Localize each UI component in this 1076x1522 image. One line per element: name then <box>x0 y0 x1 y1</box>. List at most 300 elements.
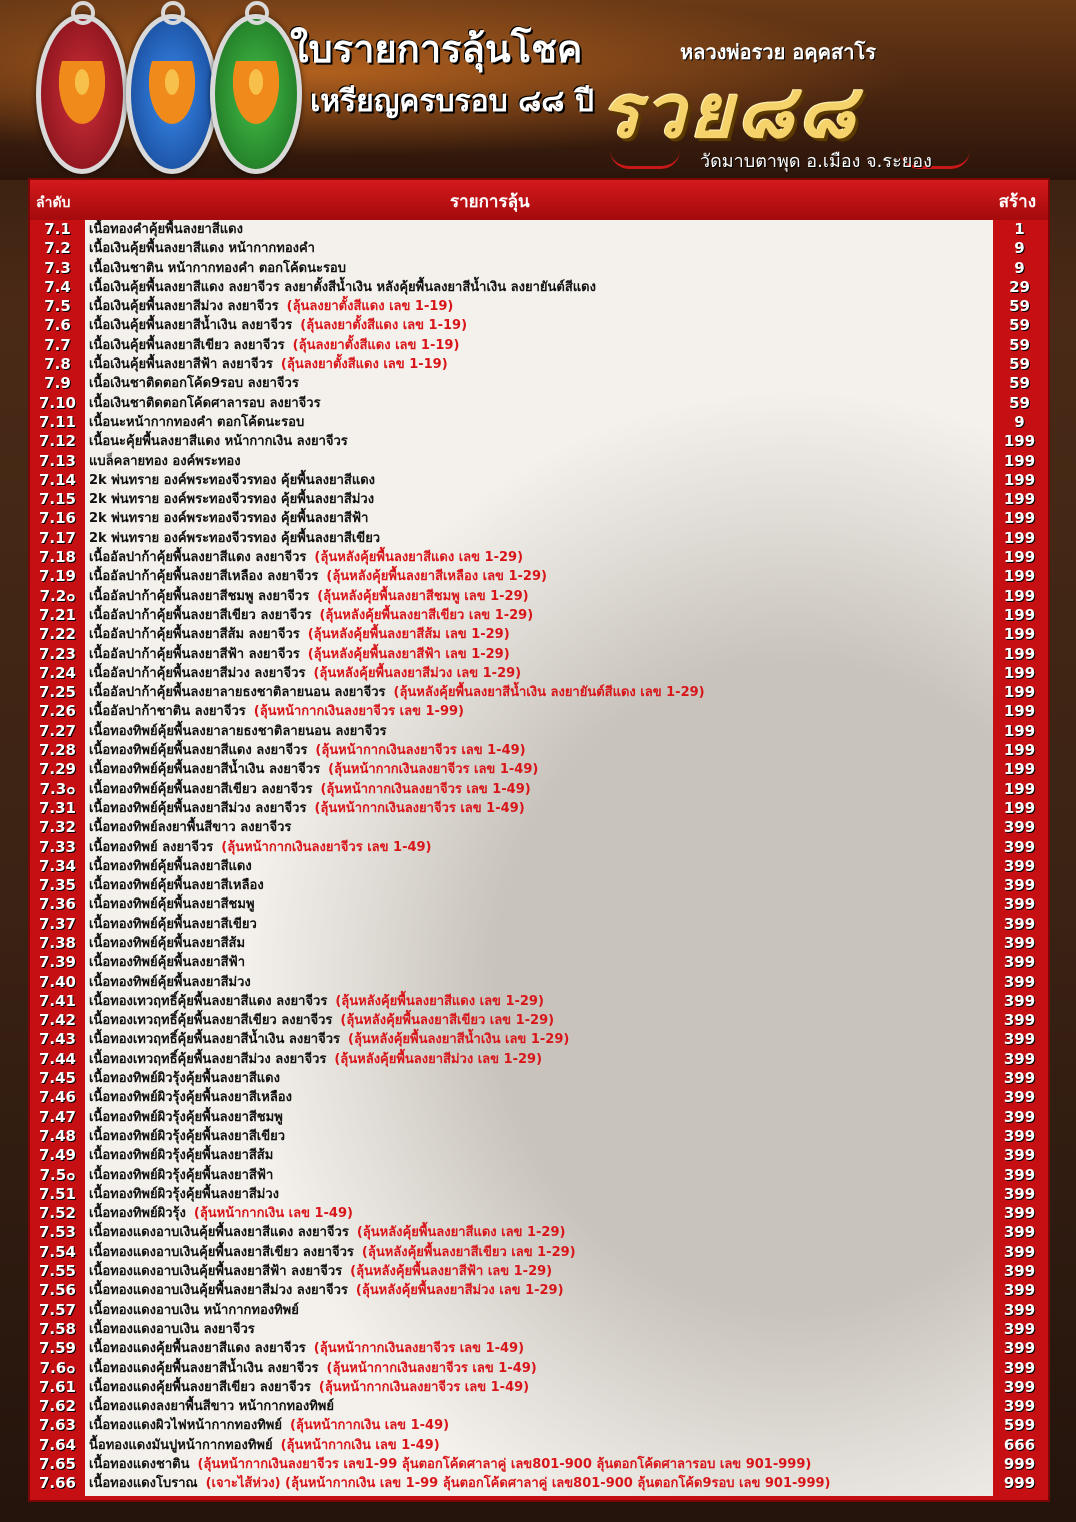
row-quantity: 199 <box>1003 470 1036 489</box>
item-description: เนื้อนะหน้ากากทองคำ ตอกโค้ดนะรอบ <box>89 414 305 430</box>
item-note: (ลุ้นหน้ากากเงิน เลข 1-49) <box>193 1206 353 1222</box>
row-quantity: 9 <box>1014 258 1025 277</box>
row-quantity: 59 <box>1009 355 1030 374</box>
item-note: (ลุ้นหลังคุ้ยพื้นลงยาสีฟ้า เลข 1-29) <box>350 1264 553 1280</box>
quantity-column <box>991 220 1048 1496</box>
item-note: (ลุ้นหลังคุ้ยพื้นลงยาสีแดง เลข 1-29) <box>314 550 524 566</box>
table-row <box>85 702 993 721</box>
row-quantity: 999 <box>1003 1474 1036 1493</box>
item-description: เนื้อทองทิพย์ผิวรุ้งคุ้ยพื้นลงยาสีม่วง <box>89 1186 280 1202</box>
row-number: 7.49 <box>38 1146 76 1165</box>
item-description: เนื้อทองทิพย์ผิวรุ้งคุ้ยพื้นลงยาสีส้ม <box>89 1148 274 1164</box>
row-number: 7.17 <box>38 528 76 547</box>
row-quantity: 399 <box>1003 1146 1036 1165</box>
item-description: เนื้อทองแดงโบราณ <box>89 1476 198 1492</box>
row-quantity: 399 <box>1003 876 1036 895</box>
row-quantity: 199 <box>1003 586 1036 605</box>
row-number: 7.44 <box>38 1049 76 1068</box>
row-number: 7.65 <box>38 1455 76 1473</box>
item-note: (ลุ้นหน้ากากเงินลงยาจีวร เลข 1-49) <box>313 1341 525 1357</box>
row-number: 7.24 <box>38 663 76 682</box>
item-description: เนื้อทองเทวฤทธิ์คุ้ยพื้นลงยาสีน้ำเงิน ลงยาจีวร <box>89 1032 341 1048</box>
table-row <box>85 490 993 509</box>
monk-name: หลวงพ่อรวย อคฺคสาโร <box>680 40 876 64</box>
item-note: (ลุ้นหลังคุ้ยพื้นลงยาสีฟ้า เลข 1-29) <box>307 646 510 662</box>
item-description: เนื้ออัลปาก้าคุ้ยพื้นลงยาสีม่วง ลงยาจีวร <box>89 665 306 681</box>
row-number: 7.33 <box>38 837 76 856</box>
item-note: (ลุ้นหลังคุ้ยพื้นลงยาสีม่วง เลข 1-29) <box>334 1051 543 1067</box>
item-note: (ลุ้นหลังคุ้ยพื้นลงยาสีเหลือง เลข 1-29) <box>326 569 547 585</box>
table-row <box>85 1474 993 1493</box>
row-number: 7.53 <box>38 1223 76 1242</box>
number-column <box>30 220 85 1496</box>
table-row <box>85 645 993 664</box>
item-description: เนื้อทองทิพย์ผิวรุ้งคุ้ยพื้นลงยาสีฟ้า <box>89 1167 274 1183</box>
table-row <box>85 394 993 413</box>
item-note: (ลุ้นลงยาตั้งสีแดง เลข 1-19) <box>280 357 448 373</box>
table-row <box>85 683 993 702</box>
row-number: 7.31 <box>38 798 76 817</box>
row-quantity: 399 <box>1003 1184 1036 1203</box>
table-row <box>85 1281 993 1300</box>
row-quantity: 59 <box>1009 297 1030 316</box>
item-description: เนื้อทองแดงอาบเงิน ลงยาจีวร <box>89 1321 255 1337</box>
row-number: 7.5 <box>44 297 71 316</box>
table-row <box>85 1185 993 1204</box>
row-number: 7.11 <box>38 412 76 431</box>
row-number: 7.55 <box>38 1262 76 1281</box>
item-description: เนื้อทองแดงคุ้ยพื้นลงยาสีแดง ลงยาจีวร <box>89 1341 306 1357</box>
item-note: (ลุ้นหน้ากากเงินลงยาจีวร เลข 1-49) <box>318 1379 530 1395</box>
row-quantity: 399 <box>1003 1242 1036 1261</box>
table-row <box>85 760 993 779</box>
item-note: (ลุ้นหลังคุ้ยพื้นลงยาสีม่วง เลข 1-29) <box>355 1283 564 1299</box>
row-quantity: 399 <box>1003 818 1036 837</box>
item-note: (ลุ้นหน้ากากเงินลงยาจีวร เลข 1-49) <box>320 781 531 797</box>
item-description: เนื้อทองทิพย์ผิวรุ้ง <box>89 1206 186 1222</box>
row-number: 7.54 <box>38 1242 76 1261</box>
row-number: 7.47 <box>38 1107 76 1126</box>
table-row <box>85 548 993 567</box>
item-description: เนื้อทองทิพย์ผิวรุ้งคุ้ยพื้นลงยาสีเหลือง <box>89 1090 292 1106</box>
row-quantity: 399 <box>1003 1011 1036 1030</box>
row-quantity: 199 <box>1003 451 1036 470</box>
row-number: 7.1 <box>44 220 71 238</box>
row-number: 7.63 <box>38 1416 76 1435</box>
item-note: (ลุ้นหน้ากากเงินลงยาจีวร เลข1-99 ลุ้นตอกโค้ดศาลาคู่ เลข801-900 ลุ้นตอกโค้ดศาลารอบ เลข 901-999) <box>197 1457 812 1472</box>
table-row <box>85 876 993 895</box>
row-quantity: 59 <box>1009 374 1030 393</box>
row-number: 7.48 <box>38 1126 76 1145</box>
table-row <box>85 587 993 606</box>
item-note: (ลุ้นหน้ากากเงินลงยาจีวร เลข 1-49) <box>315 743 526 759</box>
item-note: (ลุ้นหลังคุ้ยพื้นลงยาสีน้ำเงิน ลงยายันต์สีแดง เลข 1-29) <box>393 685 705 701</box>
item-note: (ลุ้นหน้ากากเงินลงยาจีวร เลข 1-49) <box>314 800 525 816</box>
table-row <box>85 529 993 548</box>
row-number: 7.19 <box>38 567 76 586</box>
row-number: 7.21 <box>38 605 76 624</box>
item-description: เนื้อทองทิพย์คุ้ยพื้นลงยาสีเขียว <box>89 916 257 932</box>
item-description: เนื้ออัลปาก้าคุ้ยพื้นลงยาสีชมพู ลงยาจีวร <box>89 588 310 604</box>
item-note: (เจาะไส้ห่วง) (ลุ้นหน้ากากเงิน เลข 1-99 ลุ้นตอกโค้ดศาลาคู่ เลข801-900 ลุ้นตอกโค้ด9รอบ เลข 901-999) <box>205 1476 831 1492</box>
item-description: เนื้อทองแดงอาบเงินคุ้ยพื้นลงยาสีเขียว ลงยาจีวร <box>89 1244 354 1260</box>
table-row <box>85 259 993 278</box>
table-row <box>85 1050 993 1069</box>
row-quantity: 399 <box>1003 1281 1036 1300</box>
item-description: เนื้อนะคุ้ยพื้นลงยาสีแดง หน้ากากเงิน ลงยาจีวร <box>89 434 348 450</box>
item-note: (ลุ้นหลังคุ้ยพื้นลงยาสีชมพู เลข 1-29) <box>317 588 529 604</box>
row-number: 7.13 <box>38 451 76 470</box>
row-quantity: 399 <box>1003 953 1036 972</box>
table-row <box>85 1204 993 1223</box>
row-number: 7.12 <box>38 432 76 451</box>
item-note: (ลุ้นหลังคุ้ยพื้นลงยาสีแดง เลข 1-29) <box>356 1225 566 1241</box>
item-note: (ลุ้นหลังคุ้ยพื้นลงยาสีเขียว เลข 1-29) <box>361 1244 576 1260</box>
item-description: เนื้อทองแดงคุ้ยพื้นลงยาสีน้ำเงิน ลงยาจีวร <box>89 1360 319 1376</box>
row-quantity: 399 <box>1003 837 1036 856</box>
table-row <box>85 915 993 934</box>
row-number: 7.40 <box>38 972 76 991</box>
item-note: (ลุ้นหน้ากากเงินลงยาจีวร เลข 1-49) <box>221 839 432 855</box>
row-quantity: 199 <box>1003 490 1036 509</box>
item-description: เนื้อทองทิพย์คุ้ยพื้นลงยาสีส้ม <box>89 935 246 951</box>
item-description: เนื้ออัลปาก้าคุ้ยพื้นลงยาสีเหลือง ลงยาจีวร <box>89 569 319 585</box>
header-banner <box>0 0 1076 180</box>
item-description: นื้อทองแดงมันปูหน้ากากทองทิพย์ <box>89 1437 273 1453</box>
row-number: 7.36 <box>38 895 76 914</box>
item-description: เนื้อทองแดงอาบเงินคุ้ยพื้นลงยาสีฟ้า ลงยาจีวร <box>89 1264 343 1280</box>
row-quantity: 59 <box>1009 316 1030 335</box>
table-row <box>85 471 993 490</box>
table-row <box>85 625 993 644</box>
item-description: เนื้อทองทิพย์ลงยาพื้นสีขาว ลงยาจีวร <box>89 820 292 836</box>
item-description: เนื้อทองแดงชาติน <box>89 1457 190 1472</box>
row-number: 7.43 <box>38 1030 76 1049</box>
row-quantity: 399 <box>1003 1165 1036 1184</box>
item-description: 2k พ่นทราย องค์พระทองจีวรทอง คุ้ยพื้นลงยาสีฟ้า <box>89 511 369 527</box>
item-note: (ลุ้นหลังคุ้ยพื้นลงยาสีแดง เลข 1-29) <box>335 993 544 1009</box>
item-description: เนื้อเงินคุ้ยพื้นลงยาสีเขียว ลงยาจีวร <box>89 337 285 353</box>
item-description: เนื้อเงินชาติดตอกโค้ดศาลารอบ ลงยาจีวร <box>89 395 321 411</box>
table-row <box>85 1436 993 1455</box>
item-note: (ลุ้นลงยาตั้งสีแดง เลข 1-19) <box>300 318 468 334</box>
item-description: เนื้อทองคำคุ้ยพื้นลงยาสีแดง <box>89 222 243 237</box>
row-number: 7.6 <box>44 316 71 335</box>
row-quantity: 199 <box>1003 663 1036 682</box>
table-row <box>85 818 993 837</box>
page-title: ใบรายการลุ้นโชค <box>290 27 583 71</box>
row-number: 7.32 <box>38 818 76 837</box>
row-number: 7.58 <box>38 1319 76 1338</box>
item-description: เนื้อเงินคุ้ยพื้นลงยาสีแดง หน้ากากทองคำ <box>89 241 315 257</box>
item-description: เนื้อทองแดงอาบเงินคุ้ยพื้นลงยาสีม่วง ลงยาจีวร <box>89 1283 348 1299</box>
item-description: 2k พ่นทราย องค์พระทองจีวรทอง คุ้ยพื้นลงยาสีม่วง <box>89 492 375 508</box>
item-note: (ลุ้นหน้ากากเงินลงยาจีวร เลข 1-49) <box>328 762 539 778</box>
row-quantity: 999 <box>1003 1455 1036 1473</box>
row-quantity: 199 <box>1003 432 1036 451</box>
row-quantity: 399 <box>1003 1069 1036 1088</box>
item-description: เนื้ออัลปาก้าคุ้ยพื้นลงยาสีส้ม ลงยาจีวร <box>89 627 300 643</box>
row-quantity: 199 <box>1003 760 1036 779</box>
item-note: (ลุ้นหน้ากากเงินลงยาจีวร เลข 1-99) <box>253 704 464 720</box>
row-quantity: 399 <box>1003 1223 1036 1242</box>
row-number: 7.59 <box>38 1339 76 1358</box>
flourish-left <box>610 150 680 169</box>
table-row <box>85 1301 993 1320</box>
row-number: 7.7 <box>44 335 71 354</box>
row-number: 7.14 <box>38 470 76 489</box>
column-header-item: รายการลุ้น <box>450 192 530 212</box>
table-row <box>85 1262 993 1281</box>
table-row <box>85 1378 993 1397</box>
table-row <box>85 780 993 799</box>
item-note: (ลุ้นหน้ากากเงิน เลข 1-49) <box>280 1437 440 1453</box>
row-number: 7.35 <box>38 876 76 895</box>
row-quantity: 29 <box>1009 277 1030 296</box>
item-description: เนื้อทองทิพย์คุ้ยพื้นลงยาสีแดง ลงยาจีวร <box>89 743 308 759</box>
item-description: เนื้อทองแดงอาบเงิน หน้ากากทองทิพย์ <box>89 1302 299 1318</box>
row-number: 7.2๐ <box>39 586 76 605</box>
row-quantity: 399 <box>1003 914 1036 933</box>
row-quantity: 399 <box>1003 1049 1036 1068</box>
item-description: เนื้อทองเทวฤทธิ์คุ้ยพื้นลงยาสีม่วง ลงยาจีวร <box>89 1051 327 1067</box>
row-number: 7.9 <box>44 374 71 393</box>
item-description: เนื้ออัลปาก้าคุ้ยพื้นลงยาลายธงชาติลายนอน ลงยาจีวร <box>89 685 386 701</box>
row-quantity: 9 <box>1014 239 1025 258</box>
row-number: 7.27 <box>38 721 76 740</box>
table-row <box>85 1320 993 1339</box>
table-row <box>85 1339 993 1358</box>
item-note: (ลุ้นหลังคุ้ยพื้นลงยาสีน้ำเงิน เลข 1-29) <box>348 1032 570 1048</box>
item-note: (ลุ้นหลังคุ้ยพื้นลงยาสีเขียว เลข 1-29) <box>340 1013 555 1029</box>
item-description: เนื้อทองทิพย์คุ้ยพื้นลงยาสีแดง <box>89 858 252 874</box>
item-description: เนื้อเงินคุ้ยพื้นลงยาสีแดง ลงยาจีวร ลงยาตั้งสีน้ำเงิน หลังคุ้ยพื้นลงยาสีน้ำเงิน ลงยายันต์สีแดง <box>89 279 596 295</box>
item-note: (ลุ้นหลังคุ้ยพื้นลงยาสีส้ม เลข 1-29) <box>307 627 510 643</box>
row-quantity: 399 <box>1003 1204 1036 1223</box>
row-quantity: 399 <box>1003 972 1036 991</box>
row-number: 7.8 <box>44 355 71 374</box>
table-row <box>85 741 993 760</box>
row-quantity: 399 <box>1003 1300 1036 1319</box>
table-row <box>85 973 993 992</box>
table-row <box>85 567 993 586</box>
table-row <box>85 316 993 335</box>
table-row <box>85 1030 993 1049</box>
row-quantity: 199 <box>1003 625 1036 644</box>
table-header <box>30 180 1048 220</box>
row-number: 7.3๐ <box>39 779 76 798</box>
table-row <box>85 1088 993 1107</box>
item-note: (ลุ้นลงยาตั้งสีแดง เลข 1-19) <box>292 337 460 353</box>
row-number: 7.46 <box>38 1088 76 1107</box>
row-quantity: 399 <box>1003 1358 1036 1377</box>
item-description: เนื้อเงินคุ้ยพื้นลงยาสีน้ำเงิน ลงยาจีวร <box>89 318 293 334</box>
row-quantity: 399 <box>1003 1262 1036 1281</box>
table-row <box>85 934 993 953</box>
temple-name: วัดมาบตาพุด อ.เมือง จ.ระยอง <box>700 151 932 172</box>
table-row <box>85 297 993 316</box>
row-number: 7.26 <box>38 702 76 721</box>
item-list <box>85 220 993 1496</box>
item-description: เนื้อทองทิพย์คุ้ยพื้นลงยาสีเขียว ลงยาจีวร <box>89 781 313 797</box>
item-description: เนื้อเงินคุ้ยพื้นลงยาสีม่วง ลงยาจีวร <box>89 299 279 315</box>
row-number: 7.61 <box>38 1377 76 1396</box>
item-table <box>28 178 1050 1502</box>
row-number: 7.56 <box>38 1281 76 1300</box>
table-row <box>85 606 993 625</box>
item-description: แบล็คลายทอง องค์พระทอง <box>89 453 241 469</box>
row-quantity: 59 <box>1009 335 1030 354</box>
row-quantity: 199 <box>1003 683 1036 702</box>
row-quantity: 399 <box>1003 1107 1036 1126</box>
row-number: 7.15 <box>38 490 76 509</box>
table-row <box>85 1146 993 1165</box>
row-quantity: 199 <box>1003 779 1036 798</box>
row-quantity: 199 <box>1003 509 1036 528</box>
item-description: เนื้อเงินคุ้ยพื้นลงยาสีฟ้า ลงยาจีวร <box>89 357 273 373</box>
row-number: 7.5๐ <box>39 1165 76 1184</box>
row-number: 7.23 <box>38 644 76 663</box>
table-row <box>85 799 993 818</box>
table-row <box>85 278 993 297</box>
row-number: 7.22 <box>38 625 76 644</box>
row-quantity: 199 <box>1003 721 1036 740</box>
row-number: 7.38 <box>38 933 76 952</box>
item-description: เนื้อทองทิพย์คุ้ยพื้นลงยาสีเหลือง <box>89 878 264 894</box>
row-number: 7.25 <box>38 683 76 702</box>
column-header-qty: สร้าง <box>998 192 1036 212</box>
brand-logo-text: รวย๘๘ <box>600 69 859 155</box>
row-quantity: 199 <box>1003 644 1036 663</box>
column-header-no: ลำดับ <box>36 195 71 211</box>
table-row <box>85 509 993 528</box>
table-row <box>85 239 993 258</box>
item-description: เนื้อทองทิพย์คุ้ยพื้นลงยาสีม่วง <box>89 974 251 990</box>
item-description: เนื้อทองทิพย์ ลงยาจีวร <box>89 839 214 855</box>
table-row <box>85 374 993 393</box>
item-note: (ลุ้นหน้ากากเงินลงยาจีวร เลข 1-49) <box>326 1360 537 1376</box>
item-description: 2k พ่นทราย องค์พระทองจีวรทอง คุ้ยพื้นลงยาสีเขียว <box>89 530 381 546</box>
table-row <box>85 1166 993 1185</box>
item-description: เนื้อเงินชาติน หน้ากากทองคำ ตอกโค้ดนะรอบ <box>89 260 346 276</box>
row-number: 7.34 <box>38 856 76 875</box>
table-row <box>85 1127 993 1146</box>
row-quantity: 9 <box>1014 412 1025 431</box>
page-subtitle: เหรียญครบรอบ ๘๘ ปี <box>310 84 594 119</box>
item-note: (ลุ้นหน้ากากเงิน เลข 1-49) <box>289 1418 450 1434</box>
table-row <box>85 452 993 471</box>
row-number: 7.37 <box>38 914 76 933</box>
table-row <box>85 953 993 972</box>
table-row <box>85 1397 993 1416</box>
row-quantity: 199 <box>1003 567 1036 586</box>
row-quantity: 399 <box>1003 1030 1036 1049</box>
row-number: 7.64 <box>38 1435 76 1454</box>
table-row <box>85 1455 993 1474</box>
row-number: 7.16 <box>38 509 76 528</box>
row-quantity: 666 <box>1003 1435 1036 1454</box>
item-description: เนื้อทองแดงลงยาพื้นสีขาว หน้ากากทองทิพย์ <box>89 1399 334 1415</box>
item-description: เนื้ออัลปาก้าคุ้ยพื้นลงยาสีเขียว ลงยาจีวร <box>89 607 312 623</box>
item-description: เนื้อทองแดงคุ้ยพื้นลงยาสีเขียว ลงยาจีวร <box>89 1379 311 1395</box>
row-quantity: 199 <box>1003 548 1036 567</box>
row-quantity: 399 <box>1003 1339 1036 1358</box>
table-row <box>85 857 993 876</box>
table-row <box>85 1011 993 1030</box>
row-quantity: 399 <box>1003 1377 1036 1396</box>
item-description: เนื้ออัลปาก้าชาติน ลงยาจีวร <box>89 704 246 720</box>
row-number: 7.42 <box>38 1011 76 1030</box>
row-quantity: 399 <box>1003 1088 1036 1107</box>
row-number: 7.66 <box>38 1474 76 1493</box>
medal-blue-image <box>126 14 218 174</box>
row-quantity: 199 <box>1003 702 1036 721</box>
row-quantity: 199 <box>1003 605 1036 624</box>
row-quantity: 399 <box>1003 1126 1036 1145</box>
row-number: 7.57 <box>38 1300 76 1319</box>
row-number: 7.2 <box>44 239 71 258</box>
item-description: เนื้อทองทิพย์คุ้ยพื้นลงยาสีม่วง ลงยาจีวร <box>89 800 307 816</box>
item-description: เนื้อทองทิพย์ผิวรุ้งคุ้ยพื้นลงยาสีชมพู <box>89 1109 283 1125</box>
table-row <box>85 1069 993 1088</box>
table-row <box>85 413 993 432</box>
row-quantity: 399 <box>1003 1397 1036 1416</box>
table-row <box>85 1416 993 1435</box>
row-number: 7.6๐ <box>39 1358 76 1377</box>
item-note: (ลุ้นลงยาตั้งสีแดง เลข 1-19) <box>286 299 454 315</box>
table-row <box>85 992 993 1011</box>
table-row <box>85 1243 993 1262</box>
item-description: เนื้อเงินชาติดตอกโค้ด9รอบ ลงยาจีวร <box>89 376 299 392</box>
table-row <box>85 336 993 355</box>
row-number: 7.45 <box>38 1069 76 1088</box>
item-description: เนื้อทองแดงอาบเงินคุ้ยพื้นลงยาสีแดง ลงยาจีวร <box>89 1225 349 1241</box>
item-description: เนื้อทองทิพย์คุ้ยพื้นลงยาลายธงชาติลายนอน ลงยาจีวร <box>89 723 387 739</box>
table-row <box>85 1359 993 1378</box>
item-description: เนื้อทองทิพย์ผิวรุ้งคุ้ยพื้นลงยาสีแดง <box>89 1071 280 1087</box>
row-quantity: 399 <box>1003 933 1036 952</box>
row-quantity: 199 <box>1003 741 1036 760</box>
medal-red-image <box>36 14 128 174</box>
row-number: 7.51 <box>38 1184 76 1203</box>
item-description: เนื้ออัลปาก้าคุ้ยพื้นลงยาสีแดง ลงยาจีวร <box>89 550 307 566</box>
row-number: 7.62 <box>38 1397 76 1416</box>
item-note: (ลุ้นหลังคุ้ยพื้นลงยาสีเขียว เลข 1-29) <box>319 607 534 623</box>
row-quantity: 399 <box>1003 991 1036 1010</box>
row-number: 7.39 <box>38 953 76 972</box>
item-description: เนื้อทองเทวฤทธิ์คุ้ยพื้นลงยาสีแดง ลงยาจีวร <box>89 993 328 1009</box>
table-row <box>85 838 993 857</box>
item-description: เนื้อทองเทวฤทธิ์คุ้ยพื้นลงยาสีเขียว ลงยาจีวร <box>89 1013 333 1029</box>
row-quantity: 1 <box>1014 220 1025 238</box>
item-description: 2k พ่นทราย องค์พระทองจีวรทอง คุ้ยพื้นลงยาสีแดง <box>89 472 376 488</box>
row-quantity: 599 <box>1003 1416 1036 1435</box>
row-quantity: 199 <box>1003 528 1036 547</box>
item-description: เนื้ออัลปาก้าคุ้ยพื้นลงยาสีฟ้า ลงยาจีวร <box>89 646 300 662</box>
row-number: 7.10 <box>38 393 76 412</box>
table-row <box>85 722 993 741</box>
table-row <box>85 1108 993 1127</box>
item-description: เนื้อทองทิพย์ผิวรุ้งคุ้ยพื้นลงยาสีเขียว <box>89 1128 286 1144</box>
row-quantity: 399 <box>1003 856 1036 875</box>
row-quantity: 199 <box>1003 798 1036 817</box>
row-quantity: 59 <box>1009 393 1030 412</box>
row-quantity: 399 <box>1003 895 1036 914</box>
row-number: 7.4 <box>44 277 71 296</box>
medal-green-image <box>210 14 302 174</box>
table-row <box>85 432 993 451</box>
item-description: เนื้อทองทิพย์คุ้ยพื้นลงยาสีฟ้า <box>89 955 246 971</box>
